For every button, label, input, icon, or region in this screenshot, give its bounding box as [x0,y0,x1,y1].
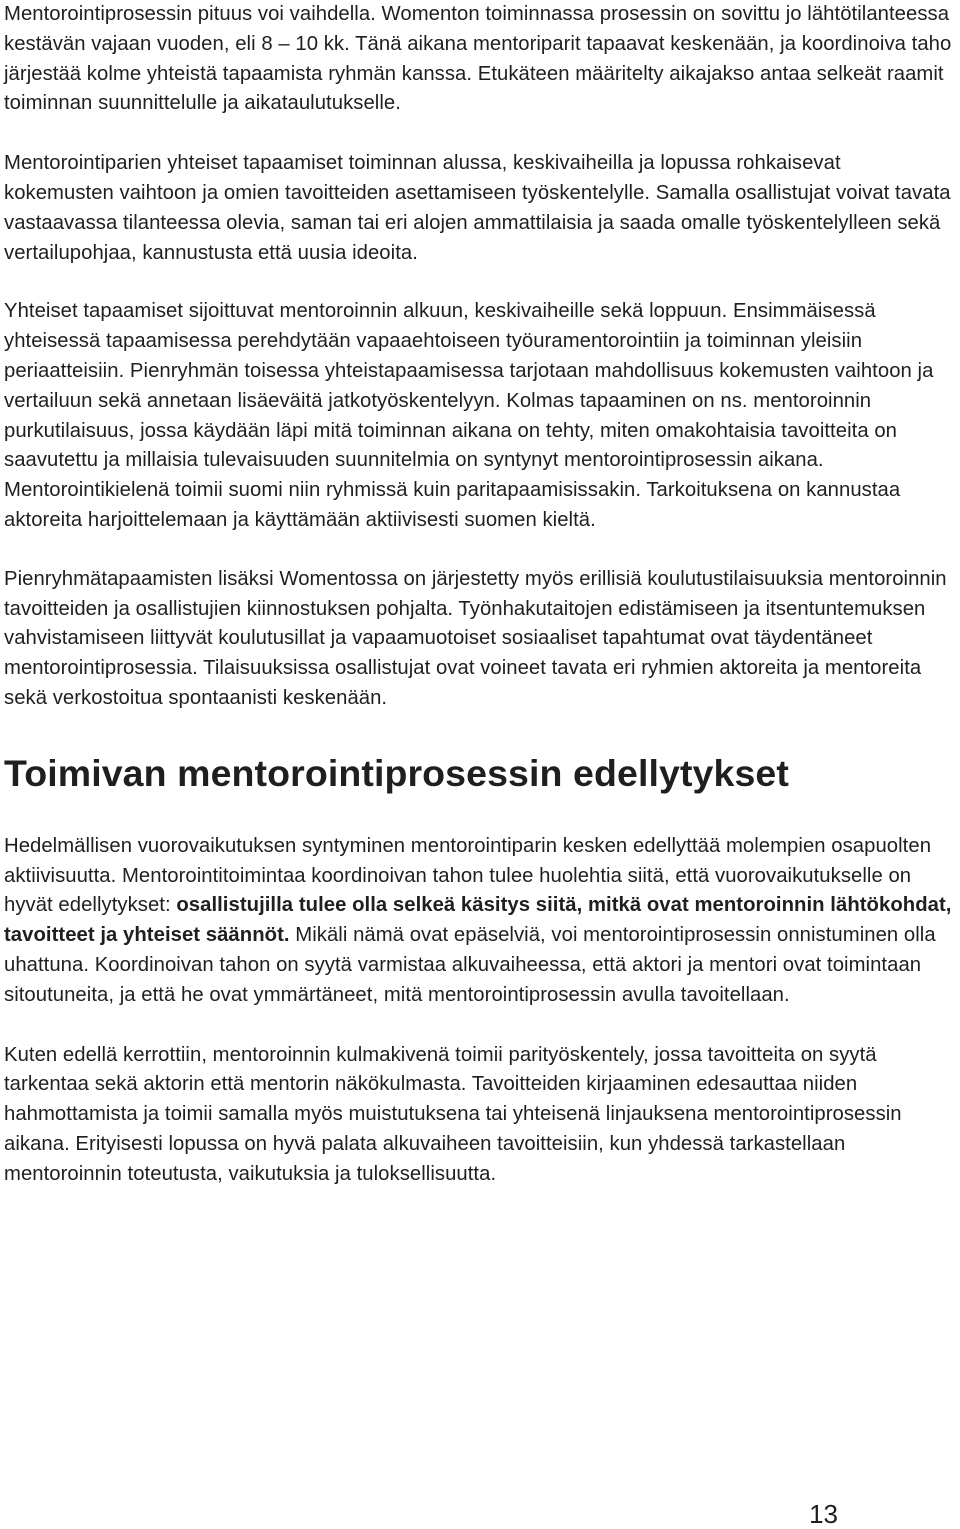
paragraph-meeting-schedule: Yhteiset tapaamiset sijoittuvat mentoroinnin alkuun, keskivaiheille sekä loppuun. Ensimmäisessä yhteisessä tapaamisessa perehdytään vapaaehtoiseen työuramentorointiin ja toiminnan yleisiin periaatteisiin. Pienryhmän toisessa yhteistapaamisessa tarjotaan mahdollisuus kokemusten vaihtoon ja vertailuun sekä annetaan lisäeväitä jatkotyöskentelyyn. Kolmas tapaaminen on ns. mentoroinnin purkutilaisuus, jossa käydään läpi mitä toiminnan aikana on tehty, miten omakohtaisia tavoitteita on saavutettu ja millaisia tulevaisuuden suunnitelmia on syntynyt mentorointiprosessin aikana. Mentorointikielenä toimii suomi niin ryhmissä kuin paritapaamisissakin. Tarkoituksena on kannustaa aktoreita harjoittelemaan ja käyttämään aktiivisesti suomen kieltä. [4,300,934,531]
prerequisites-bold-text: osallistujilla tulee olla selkeä käsitys siitä, mitkä ovat mentoroinnin lähtökohdat, tavoitteet ja yhteiset säännöt. [4,894,952,947]
paragraph-process-length: Mentorointiprosessin pituus voi vaihdella. Womenton toiminnassa prosessin on sovittu jo lähtötilanteessa kestävän vajaan vuoden, eli 8 – 10 kk. Tänä aikana mentoriparit tapaavat keskenään, ja koordinoiva taho järjestää kolme yhteistä tapaamista ryhmän kanssa. Etukäteen määritelty aikajakso antaa selkeät raamit toiminnan suunnittelulle ja aikataulutukselle. [4,3,952,115]
paragraph-prerequisites [4,832,954,1011]
paragraph-training-events: Pienryhmätapaamisten lisäksi Womentossa on järjestetty myös erillisiä koulutustilaisuuksia mentoroinnin tavoitteiden ja osallistujien kiinnostuksen pohjalta. Työnhakutaitojen edistämiseen ja itsentuntemuksen vahvistamiseen liittyvät koulutusillat ja vapaamuotoiset sosiaaliset tapahtumat ovat täydentäneet mentorointiprosessia. Tilaisuuksissa osallistujat ovat voineet tavata eri ryhmien aktoreita ja mentoreita sekä verkostoitua spontaanisti keskenään. [4,567,947,709]
paragraph-joint-meetings: Mentorointiparien yhteiset tapaamiset toiminnan alussa, keskivaiheilla ja lopussa rohkaisevat kokemusten vaihtoon ja omien tavoitteiden asettamiseen työskentelylle. Samalla osallistujat voivat tavata vastaavassa tilanteessa olevia, saman tai eri alojen ammattilaisia ja saada omalle työskentelylleen sekä vertailupohjaa, kannustusta että uusia ideoita. [4,152,951,264]
section-heading: Toimivan mentorointiprosessin edellytykset [4,751,789,794]
prerequisites-text-start: Hedelmällisen vuorovaikutuksen syntyminen mentorointiparin kesken edellyttää molempien osapuolten aktiivisuutta. Mentorointitoimintaa koordinoivan tahon tulee huolehtia siitä, että vuorovaikutukselle on hyvät edellytykset: [4,834,932,917]
document-page [4,0,954,1190]
page-number: 13 [809,1499,838,1529]
prerequisites-text-end: Mikäli nämä ovat epäselviä, voi mentorointiprosessin onnistuminen olla uhattuna. Koordinoivan tahon on syytä varmistaa alkuvaiheessa, että aktori ja mentori ovat toimintaan sitoutuneita, ja että he ovat ymmärtäneet, mitä mentorointiprosessin avulla tavoitellaan. [4,924,936,1006]
paragraph-goals: Kuten edellä kerrottiin, mentoroinnin kulmakivenä toimii parityöskentely, jossa tavoitteita on syytä tarkentaa sekä aktorin että mentorin näkökulmasta. Tavoitteiden kirjaaminen edesauttaa niiden hahmottamista ja toimii samalla myös muistutuksena tai yhteisenä linjauksena mentorointiprosessin aikana. Erityisesti lopussa on hyvä palata alkuvaiheen tavoitteisiin, kun yhdessä tarkastellaan mentoroinnin toteutusta, vaikutuksia ja tuloksellisuutta. [4,1043,902,1185]
